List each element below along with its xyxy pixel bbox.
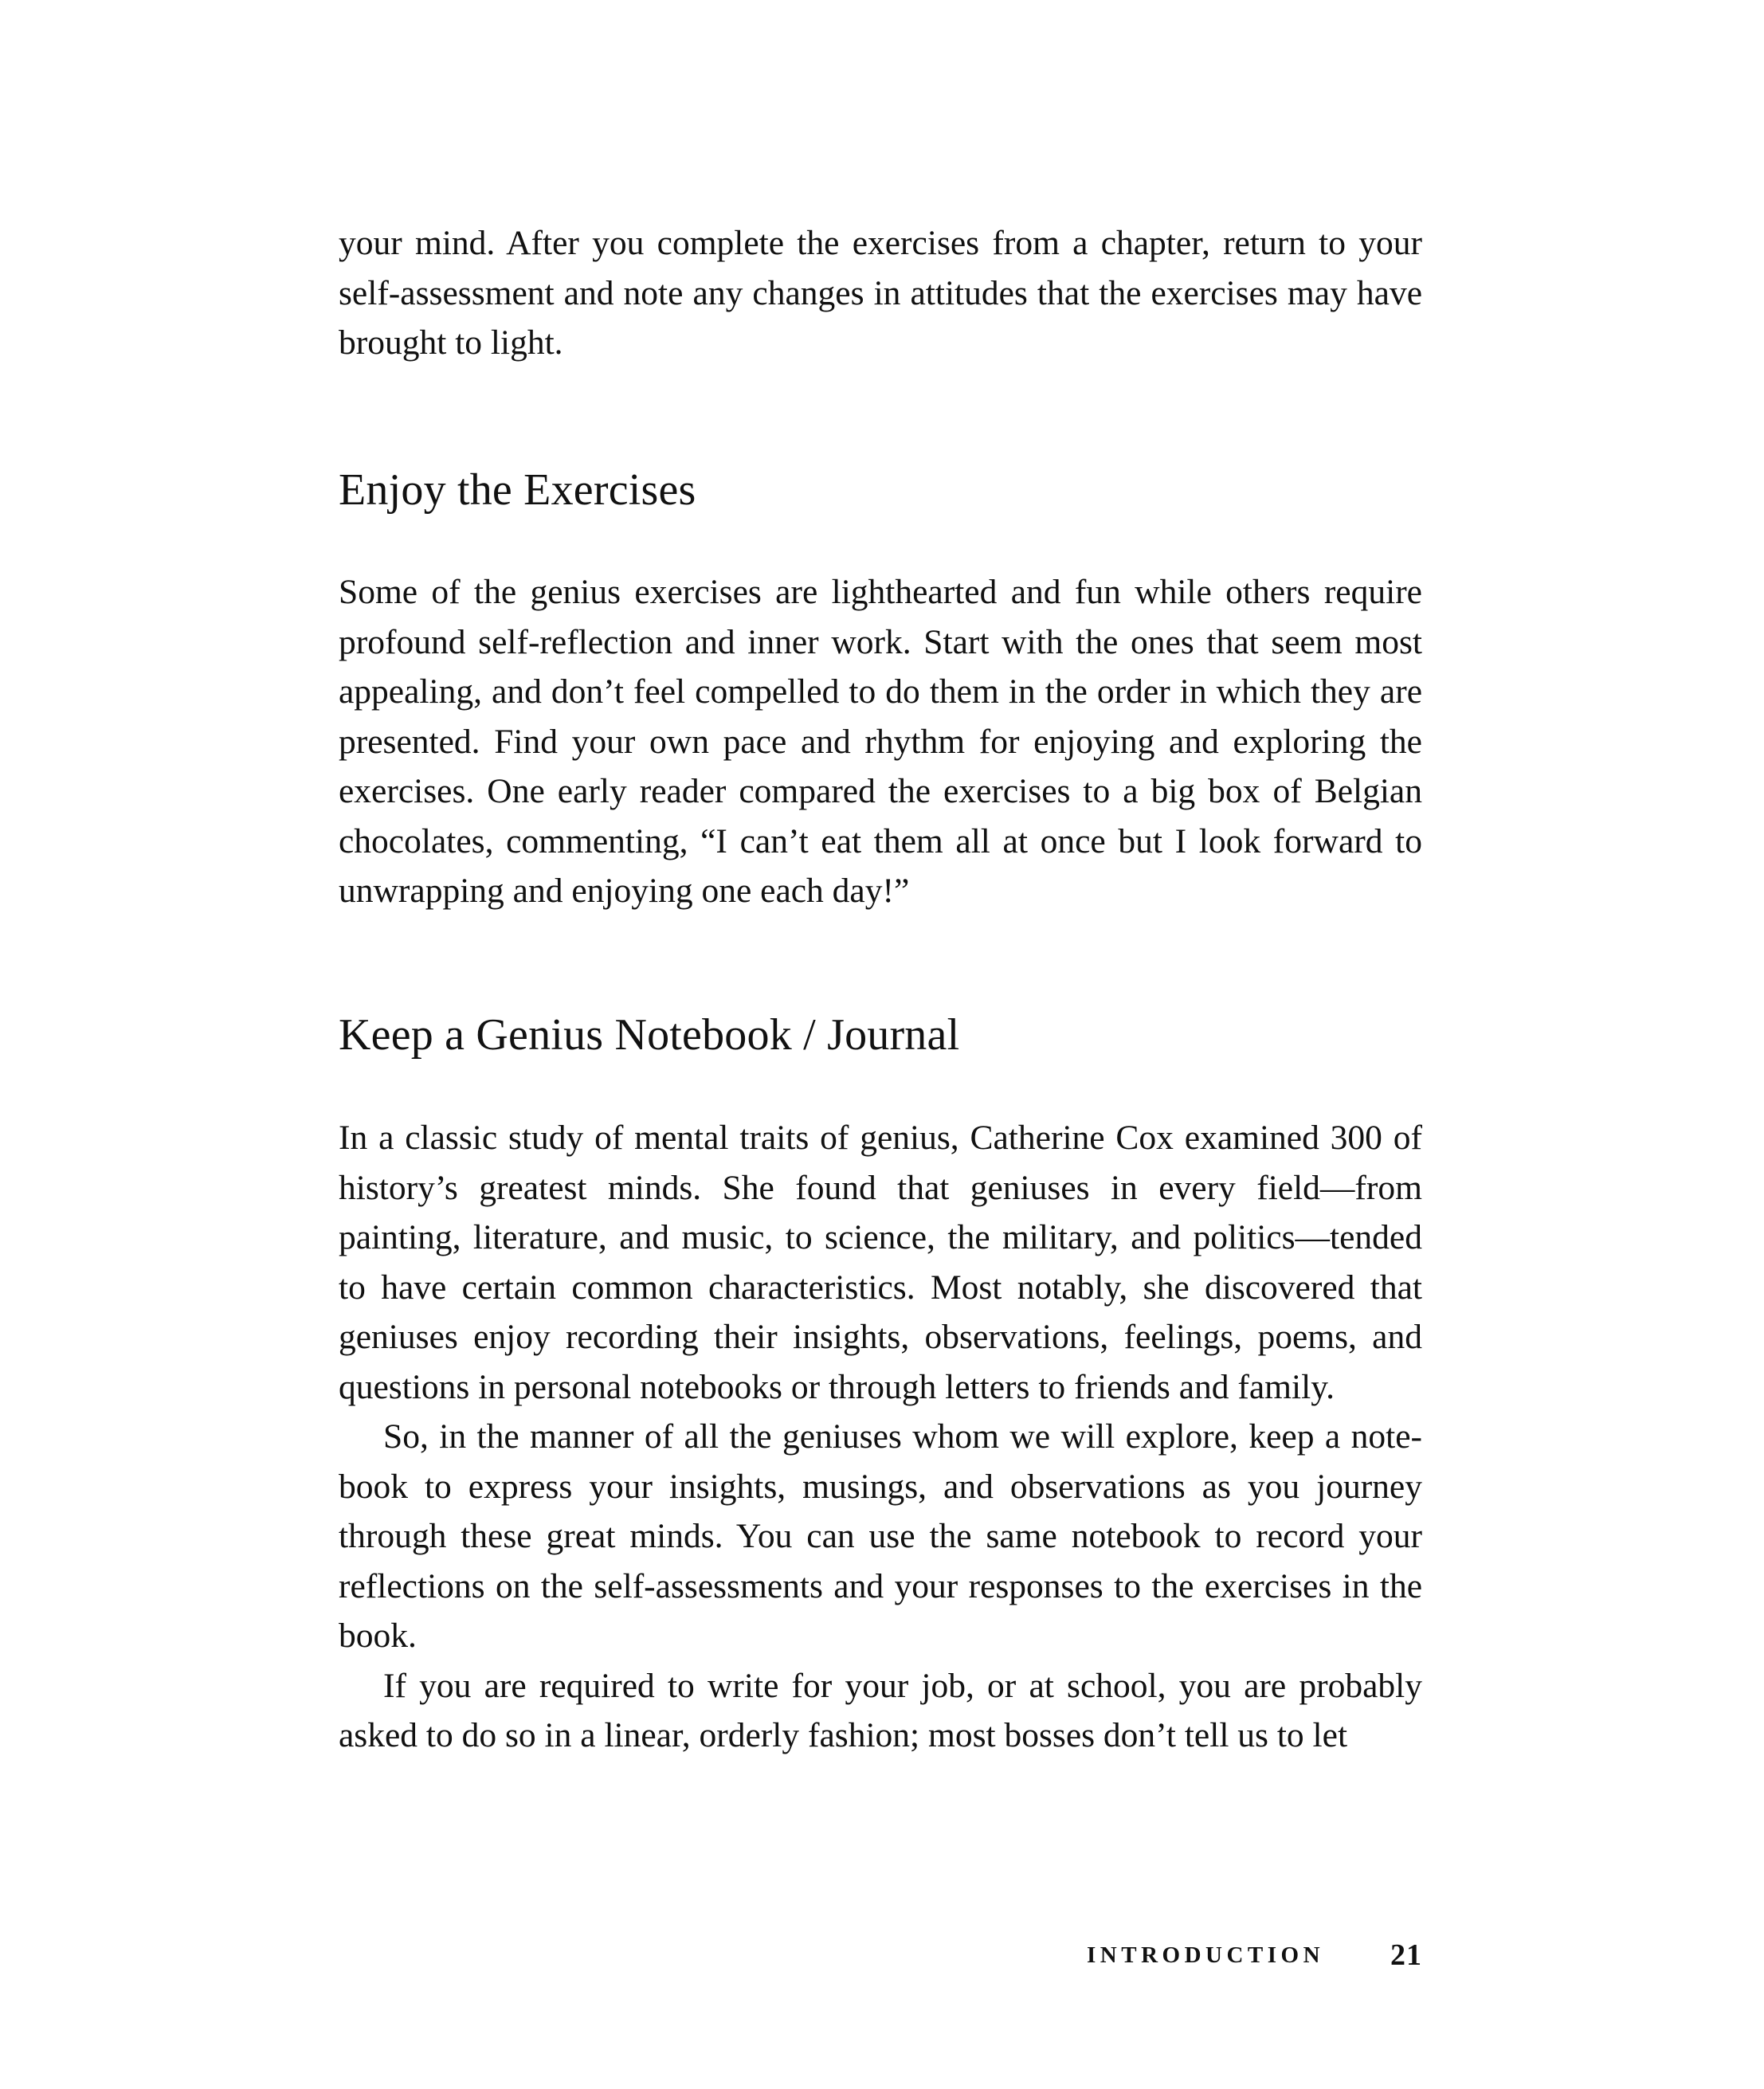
page-footer bbox=[1036, 1935, 1422, 1975]
page-number: 21 bbox=[1390, 1938, 1422, 1972]
section-heading-genius-notebook: Keep a Genius Notebook / Journal bbox=[339, 1010, 960, 1060]
continuation-paragraph: your mind. After you complete the exercises from a chapter, return to your self-assessment and note any changes in attitudes that the exercises may have brought to light. bbox=[339, 224, 1422, 362]
enjoy-exercises-paragraph: Some of the genius exercises are lighthearted and fun while others require profound self-reflection and inner work. Start with the ones that seem most appealing, and don’t feel compelled to do them in the order in which they are presented. Find your own pace and rhythm for enjoying and exploring the exercises. One early reader compared the exercises to a big box of Belgian chocolates, commenting, “I can’t eat them all at once but I look forward to unwrapping and enjoying one each day!” bbox=[339, 573, 1422, 910]
notebook-paragraph-keep-notebook: So, in the manner of all the geniuses whom we will explore, keep a notebook to express your insights, musings, and observations as you journey through these great minds. You can use the same notebook to record your reflections on the self-assessments and your responses to the exercises in the book. bbox=[339, 1417, 1422, 1655]
notebook-paragraph-write-for-job: If you are required to write for your job, or at school, you are probably asked to do so in a linear, orderly fashion; most bosses don’t tell us to let bbox=[339, 1666, 1422, 1754]
running-head: INTRODUCTION bbox=[1087, 1942, 1325, 1968]
section-heading-enjoy-exercises: Enjoy the Exercises bbox=[339, 465, 696, 515]
genius-notebook-section-body bbox=[339, 1113, 1422, 1761]
notebook-paragraph-cox-study: In a classic study of mental traits of genius, Catherine Cox examined 300 of history’s greatest minds. She found that geniuses in every field—from painting, literature, and music, to science, the military, and politics—tended to have certain common characteristics. Most notably, she discovered that geniuses enjoy recording their insights, observations, feelings, poems, and questions in personal notebooks or through letters to friends and family. bbox=[339, 1119, 1422, 1406]
